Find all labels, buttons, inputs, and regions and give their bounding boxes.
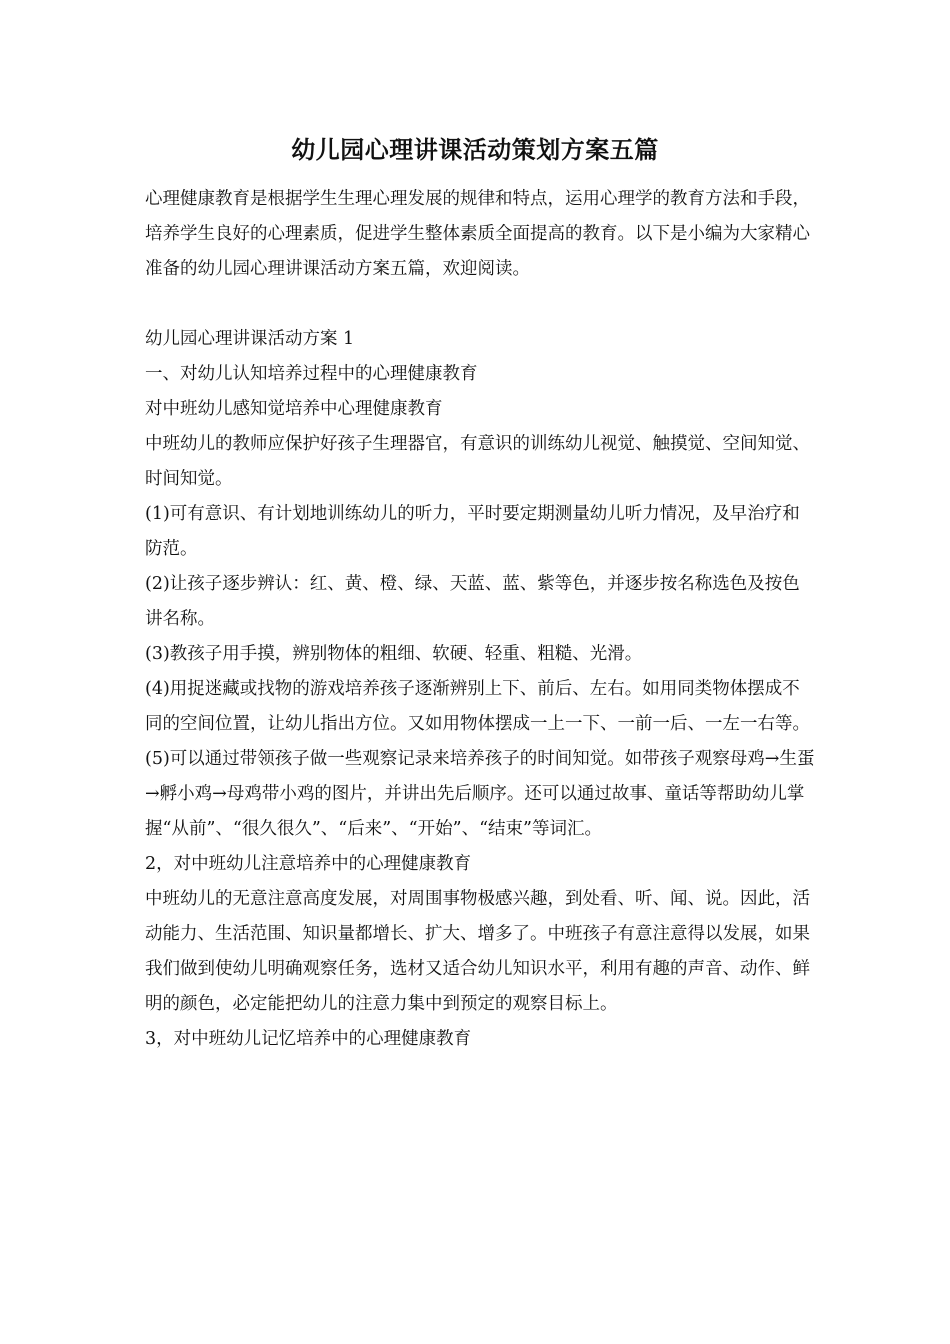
paragraph: 3，对中班幼儿记忆培养中的心理健康教育 (145, 1029, 472, 1049)
paragraph: (2)让孩子逐步辨认：红、黄、橙、绿、天蓝、蓝、紫等色，并逐步按名称选色及按色讲名称。 (145, 574, 800, 629)
section-heading: 幼儿园心理讲课活动方案 1 (145, 329, 355, 349)
paragraph: 中班幼儿的无意注意高度发展，对周围事物极感兴趣，到处看、听、闻、说。因此，活动能力、生活范围、知识量都增长、扩大、增多了。中班孩子有意注意得以发展，如果我们做到使幼儿明确观察任务，选材又适合幼儿知识水平，利用有趣的声音、动作、鲜明的颜色，必定能把幼儿的注意力集中到预定的观察目标上。 (145, 889, 810, 1014)
intro-paragraph: 心理健康教育是根据学生生理心理发展的规律和特点，运用心理学的教育方法和手段，培养学生良好的心理素质，促进学生整体素质全面提高的教育。以下是小编为大家精心准备的幼儿园心理讲课活动方案五篇，欢迎阅读。 (145, 189, 810, 279)
paragraph: (4)用捉迷藏或找物的游戏培养孩子逐渐辨别上下、前后、左右。如用同类物体摆成不同的空间位置，让幼儿指出方位。又如用物体摆成一上一下、一前一后、一左一右等。 (145, 679, 810, 734)
paragraph: 中班幼儿的教师应保护好孩子生理器官，有意识的训练幼儿视觉、触摸觉、空间知觉、时间知觉。 (145, 434, 810, 489)
paragraph: 一、对幼儿认知培养过程中的心理健康教育 (145, 364, 478, 384)
paragraph: 2，对中班幼儿注意培养中的心理健康教育 (145, 854, 472, 874)
paragraph: (3)教孩子用手摸，辨别物体的粗细、软硬、轻重、粗糙、光滑。 (145, 644, 643, 664)
document-body (145, 182, 815, 1057)
blank-line (145, 287, 815, 322)
paragraph: (1)可有意识、有计划地训练幼儿的听力，平时要定期测量幼儿听力情况，及早治疗和防范。 (145, 504, 800, 559)
document-title: 幼儿园心理讲课活动策划方案五篇 (291, 136, 659, 164)
paragraph: (5)可以通过带领孩子做一些观察记录来培养孩子的时间知觉。如带孩子观察母鸡→生蛋→孵小鸡→母鸡带小鸡的图片，并讲出先后顺序。还可以通过故事、童话等帮助幼儿掌握“从前”、“很久很久”、“后来”、“开始”、“结束”等词汇。 (145, 749, 815, 839)
paragraph: 对中班幼儿感知觉培养中心理健康教育 (145, 399, 443, 419)
